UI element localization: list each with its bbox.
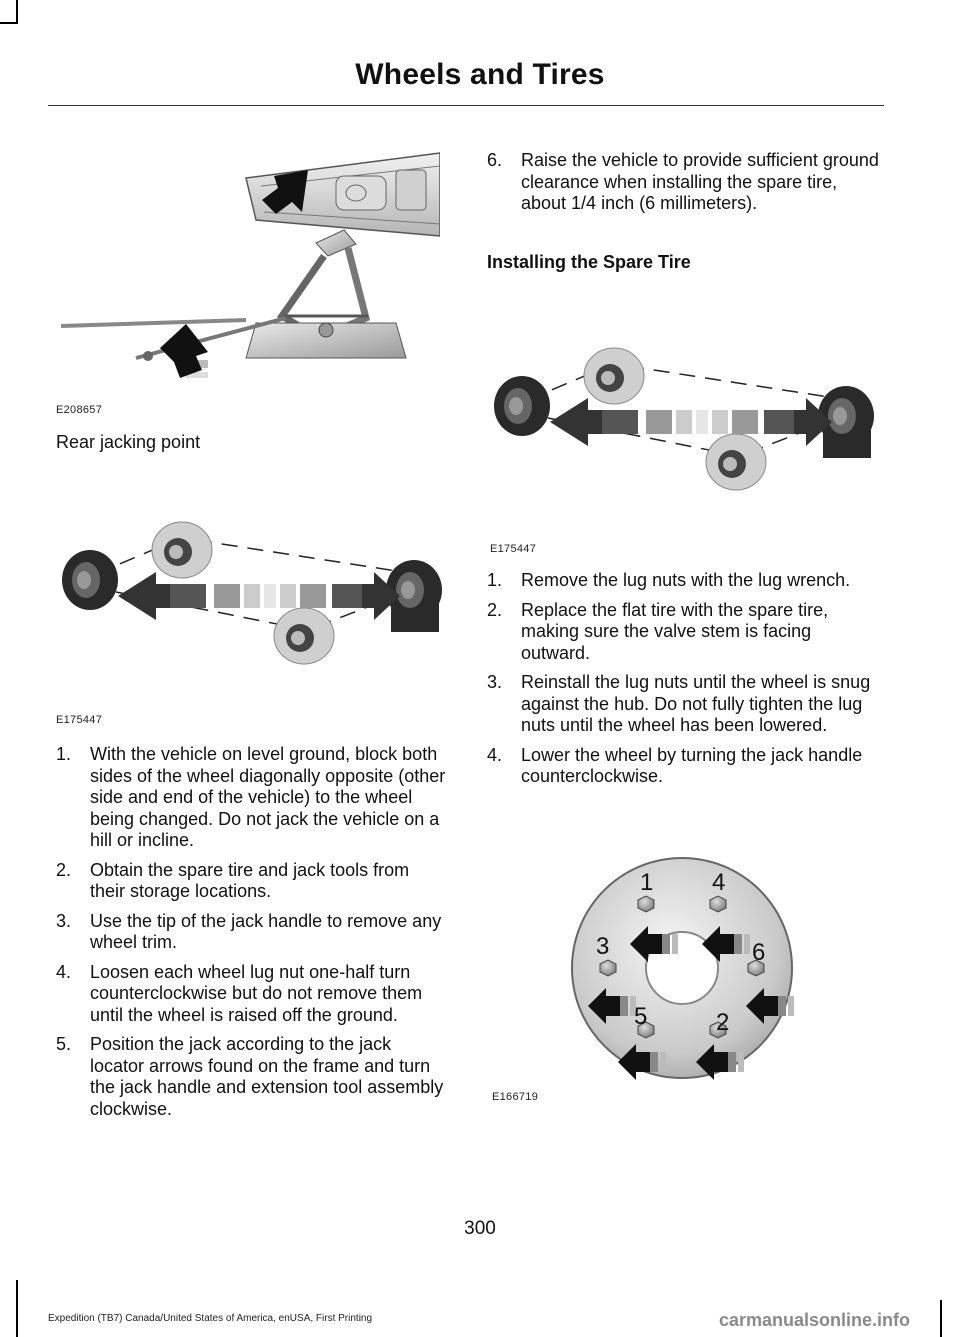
figure-caption: Rear jacking point <box>56 432 201 452</box>
figure-code: E175447 <box>56 714 103 726</box>
lug-label-2: 2 <box>716 1009 730 1036</box>
double-arrow <box>550 398 832 446</box>
crop-mark <box>0 22 18 24</box>
figure-code: E166719 <box>492 1091 539 1103</box>
diagonal-wheel-block-diagram <box>56 512 446 672</box>
figure-code: E208657 <box>56 404 103 416</box>
lug-label-4: 4 <box>712 869 726 896</box>
lug-label-3: 3 <box>596 933 610 960</box>
list-item: 4. Loosen each wheel lug nut one-half turn counterclockwise but do not remove them until the wheel is raised off the ground. <box>56 961 423 1025</box>
list-item: 4. Lower the wheel by turning the jack handle counterclockwise. <box>487 744 863 786</box>
list-item: 2. Obtain the spare tire and jack tools from their storage locations. <box>56 859 410 901</box>
page-number: 300 <box>464 1218 496 1239</box>
figure-code: E175447 <box>490 543 537 555</box>
watermark: carmanualsonline.info <box>718 1310 910 1330</box>
page-title: Wheels and Tires <box>355 58 605 91</box>
list-item: 2. Replace the flat tire with the spare tire, making sure the valve stem is facing outward. <box>487 599 829 663</box>
raise-vehicle-step <box>487 150 879 223</box>
lug-label-1: 1 <box>640 869 654 896</box>
tire-front-left <box>152 522 212 578</box>
jacking-steps-list <box>56 744 448 1128</box>
crop-mark <box>16 1280 18 1337</box>
tire-front-left <box>584 348 644 404</box>
list-item: 1. Remove the lug nuts with the lug wrench. <box>487 570 851 590</box>
list-item: 1. With the vehicle on level ground, block both sides of the wheel diagonally opposite (other side and end of the vehicle) to the wheel being changed. Do not jack the vehicle on a hill or incline. <box>56 744 446 850</box>
tire-rear-left <box>494 376 550 436</box>
lug-label-6: 6 <box>752 939 766 966</box>
list-item: 6. Raise the vehicle to provide sufficient ground clearance when installing the spare tire, about 1/4 inch (6 millimeters). <box>487 150 879 213</box>
crop-mark <box>940 1300 942 1337</box>
install-spare-steps-list <box>487 570 879 796</box>
list-item: 3. Reinstall the lug nuts until the wheel is snug against the hub. Do not fully tighten the lug nuts until the wheel has been lowered. <box>487 672 871 735</box>
lug-nut-sequence-illustration <box>560 856 800 1088</box>
header-divider <box>48 105 884 106</box>
rear-jacking-point-illustration <box>56 148 440 398</box>
lug-label-5: 5 <box>634 1003 648 1030</box>
footer-text: Expedition (TB7) Canada/United States of America, enUSA, First Printing <box>48 1313 373 1324</box>
tire-rear-right <box>274 608 334 664</box>
list-item: 5. Position the jack according to the jack locator arrows found on the frame and turn the jack handle and extension tool assembly clockwise. <box>56 1034 444 1119</box>
diagonal-wheel-diagram <box>488 338 878 498</box>
list-item: 3. Use the tip of the jack handle to remove any wheel trim. <box>56 910 442 952</box>
crop-mark <box>16 0 18 24</box>
double-arrow <box>118 572 400 620</box>
tire-rear-left <box>62 550 118 610</box>
tire-rear-right <box>706 434 766 490</box>
section-heading: Installing the Spare Tire <box>487 252 691 272</box>
